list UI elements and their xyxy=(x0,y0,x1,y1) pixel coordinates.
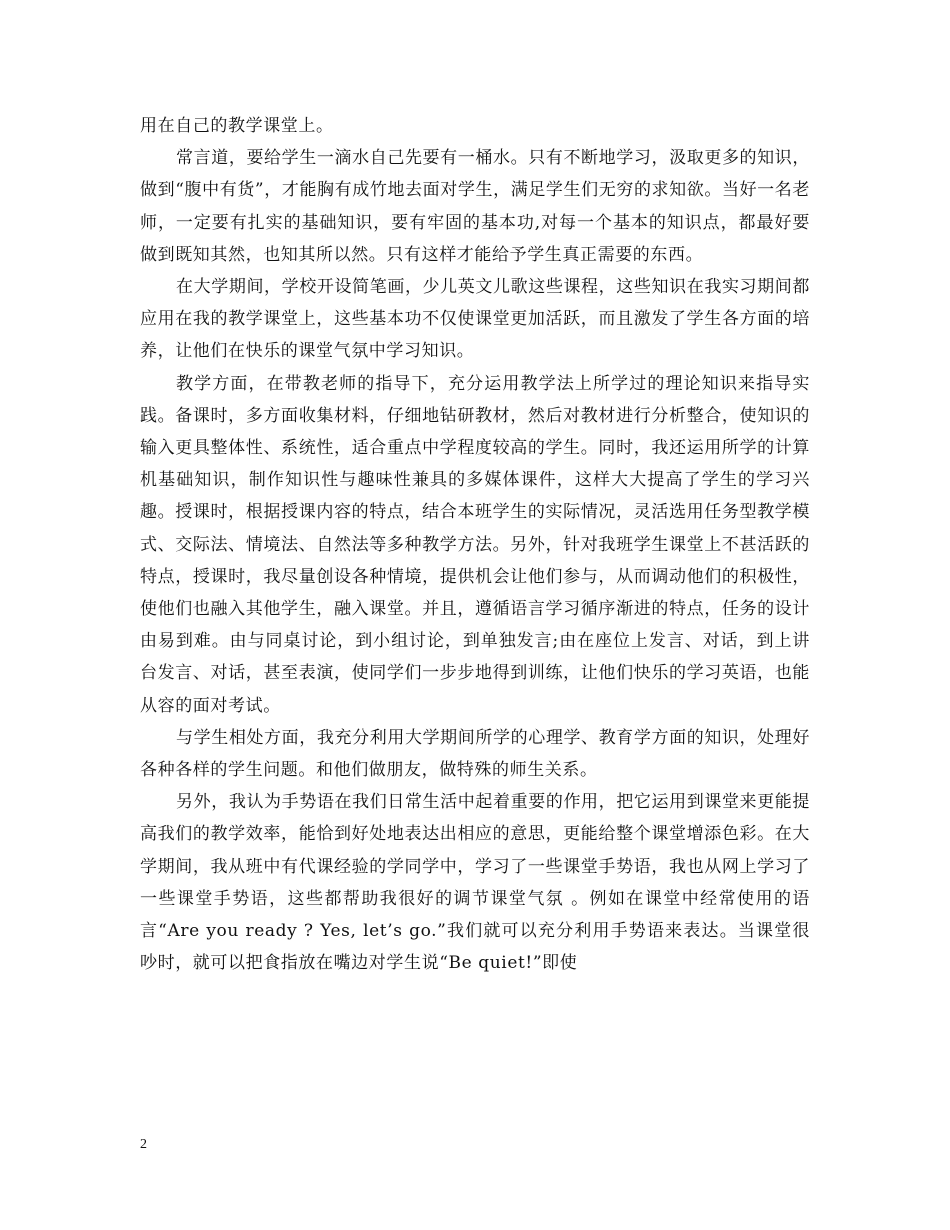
document-body xyxy=(140,110,810,979)
page-number: 2 xyxy=(140,1137,147,1152)
paragraph-5: 与学生相处方面，我充分利用大学期间所学的心理学、教育学方面的知识，处理好各种各样的学生问题。和他们做朋友，做特殊的师生关系。 xyxy=(140,727,810,781)
paragraph-3: 在大学期间，学校开设简笔画，少儿英文儿歌这些课程，这些知识在我实习期间都应用在我的教学课堂上，这些基本功不仅使课堂更加活跃，而且激发了学生各方面的培养，让他们在快乐的课堂气氛中学习知识。 xyxy=(140,277,810,362)
paragraph-2: 常言道，要给学生一滴水自己先要有一桶水。只有不断地学习，汲取更多的知识，做到“腹中有货”，才能胸有成竹地去面对学生，满足学生们无穷的求知欲。当好一名老师，一定要有扎实的基础知识，要有牢固的基本功,对每一个基本的知识点，都最好要做到既知其然，也知其所以然。只有这样才能给予学生真正需要的东西。 xyxy=(140,148,810,265)
paragraph-6: 另外，我认为手势语在我们日常生活中起着重要的作用，把它运用到课堂来更能提高我们的教学效率，能恰到好处地表达出相应的意思，更能给整个课堂增添色彩。在大学期间，我从班中有代课经验的学同学中，学习了一些课堂手势语，我也从网上学习了一些课堂手势语，这些都帮助我很好的调节课堂气氛 。例如在课堂中经常使用的语言“Are you ready ? Yes, let’s go.”我们就可以充分利用手势语来表达。当课堂很吵时，就可以把食指放在嘴边对学生说“Be quiet!”即使 xyxy=(140,792,810,974)
paragraph-1: 用在自己的教学课堂上。 xyxy=(140,116,334,136)
paragraph-4: 教学方面，在带教老师的指导下，充分运用教学法上所学过的理论知识来指导实践。备课时，多方面收集材料，仔细地钻研教材，然后对教材进行分析整合，使知识的输入更具整体性、系统性，适合重点中学程度较高的学生。同时，我还运用所学的计算机基础知识，制作知识性与趣味性兼具的多媒体课件，这样大大提高了学生的学习兴趣。授课时，根据授课内容的特点，结合本班学生的实际情况，灵活选用任务型教学模式、交际法、情境法、自然法等多种教学方法。另外，针对我班学生课堂上不甚活跃的特点，授课时，我尽量创设各种情境，提供机会让他们参与，从而调动他们的积极性，使他们也融入其他学生，融入课堂。并且，遵循语言学习循序渐进的特点，任务的设计由易到难。由与同桌讨论，到小组讨论，到单独发言;由在座位上发言、对话，到上讲台发言、对话，甚至表演，使同学们一步步地得到训练，让他们快乐的学习英语，也能从容的面对考试。 xyxy=(140,373,810,716)
